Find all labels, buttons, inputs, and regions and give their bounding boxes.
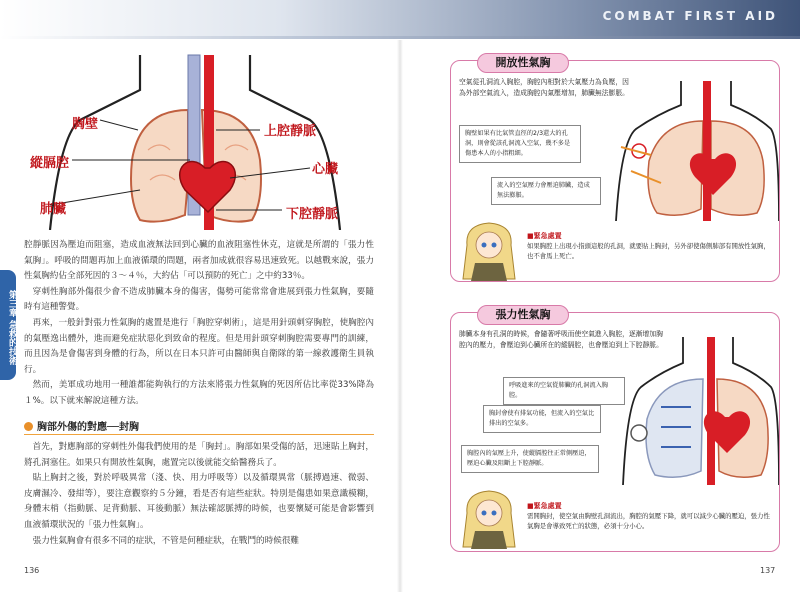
label-ivc: 下腔靜脈 (286, 207, 339, 222)
chapter-side-tab: 第三章 急救的技術 (0, 270, 16, 380)
section-title: 胸部外傷的對應──封胸 (37, 422, 140, 433)
paragraph: 穿刺性胸部外傷很少會不造成肺臟本身的傷害，傷勢可能常常會進展到張力性氣胸，要隨時有這種警覺。 (24, 286, 374, 313)
callout-tension-shift: 胸腔內的氣壓上升，使縱膈腔往正常側壓迫，壓迫心臟及阻斷上下腔靜脈。 (461, 445, 599, 473)
bullet-dot-icon (24, 422, 33, 431)
label-svc: 上腔靜脈 (264, 124, 317, 139)
callout-open-hole: 胸壁如果有比氣管直徑的2/3還大的孔洞，則會從該孔洞流入空氣，幾不多是傷患本人的小指粗細。 (459, 125, 581, 163)
panel-description: 空氣從孔洞流入胸腔，胸腔內相對於大氣壓力為負壓，因為外部空氣流入，造成胸腔內氣壓增加，肺臟無法膨脹。 (459, 78, 629, 97)
label-chest-wall: 胸壁 (72, 117, 99, 132)
emergency-title: ■緊急處置 (527, 232, 562, 240)
page-number-left: 136 (24, 566, 40, 575)
label-heart: 心臟 (312, 162, 339, 177)
left-body-text-2 (24, 440, 374, 549)
left-body-text (24, 238, 374, 410)
paragraph: 張力性氣胸會有很多不同的症狀，不管是何種症狀，在戰鬥的時候很難 (32, 535, 300, 546)
header-title: COMBAT FIRST AID (602, 9, 778, 23)
emergency-title: ■緊急處置 (527, 502, 562, 510)
emergency-text: 如果胸腔上出現小指頭這般的孔洞，就要貼上胸封，另外卻使傷側肺部有開放性氣胸，也不會馬上死亡。 (527, 242, 770, 260)
page-number-right: 137 (760, 566, 776, 575)
label-lung: 肺臟 (40, 202, 67, 217)
mascot-character (461, 217, 517, 283)
callout-tension-inflow: 呼吸進來的空氣從肺臟的孔洞流入胸腔。 (503, 377, 625, 405)
section-heading (24, 418, 364, 434)
panel-title: 開放性氣胸 (477, 53, 569, 73)
emergency-box (527, 501, 772, 531)
header-line (0, 36, 800, 39)
tension-pneumothorax-diagram (621, 337, 779, 485)
section-rule (24, 434, 374, 435)
paragraph: 腔靜脈因為壓迫而阻塞，造成血液無法回到心臟的血液阻塞性休克，這就是所謂的「張力性氣胸」。呼吸的問題再加上血液循環的問題，兩者加成就很容易迅速致死。以越戰來說，張力性氣胸約佔全部死因的３～４％，大約佔「可以預防的死亡」之中約33％。 (24, 240, 374, 282)
open-pneumothorax-diagram (611, 81, 779, 221)
paragraph: 再來，一般針對張力性氣胸的處置是進行「胸腔穿刺術」，這是用針頭刺穿胸腔，使胸腔內的氣壓逸出體外，進而避免症狀惡化到致命的程度。但是用針頭穿刺胸腔需要專門的訓練，而且因為是會傷害到身體的行為，所以在日本只許可由醫師與自衛隊的第一線救護衛生員執行。 (24, 317, 374, 375)
paragraph: 首先，對應胸部的穿刺性外傷我們使用的是「胸封」。胸部如果受傷的話，迅速貼上胸封，將孔洞塞住。如果只有開放性氣胸，處置完以後就能交給醫務兵了。 (24, 442, 374, 468)
panel-tension-pneumothorax (450, 308, 780, 552)
emergency-text: 需開胸封，使空氣由胸壁孔洞流出，胸腔的氣壓下降，就可以減少心臟的壓迫，張力性氣胸是會導致死亡的狀態，必須十分小心。 (527, 512, 770, 530)
callout-open-pressure: 流入的空氣壓力會壓迫肺臟，造成無法膨脹。 (491, 177, 601, 205)
book-spine (397, 40, 403, 592)
paragraph: 然而，美軍成功地用一種誰都能夠執行的方法來將張力性氣胸的死因所佔比率從33%降為１%。以下就來解說這種方法。 (24, 380, 374, 406)
panel-title: 張力性氣胸 (477, 305, 569, 325)
paragraph: 貼上胸封之後，對於呼吸異常（淺、快、用力呼吸等）以及循環異常（脈搏過速、微弱、皮膚濕冷、發紺等），要注意觀察約５分鐘，看是否有這些症狀。特別是傷患如果意識模糊，身體末梢（指動脈、足背動脈、耳後動脈）無法確認脈搏的時候，也要懷疑可能是會影響到血液循環狀況的「張力性氣胸」。 (24, 473, 374, 530)
mascot-character (461, 485, 517, 551)
panel-description: 肺臟本身有孔洞的時候，會隨著呼吸而使空氣進入胸腔，逐漸增加胸腔內的壓力，會壓迫到心臟所在的縱膈腔，也會壓迫到上下腔靜脈。 (459, 330, 663, 349)
label-mediastinum: 縱膈腔 (30, 156, 70, 171)
callout-tension-seal: 胸封會使有排氣功能，但流入的空氣比排出的空氣多。 (483, 405, 601, 433)
emergency-box (527, 231, 772, 261)
panel-open-pneumothorax (450, 56, 780, 282)
